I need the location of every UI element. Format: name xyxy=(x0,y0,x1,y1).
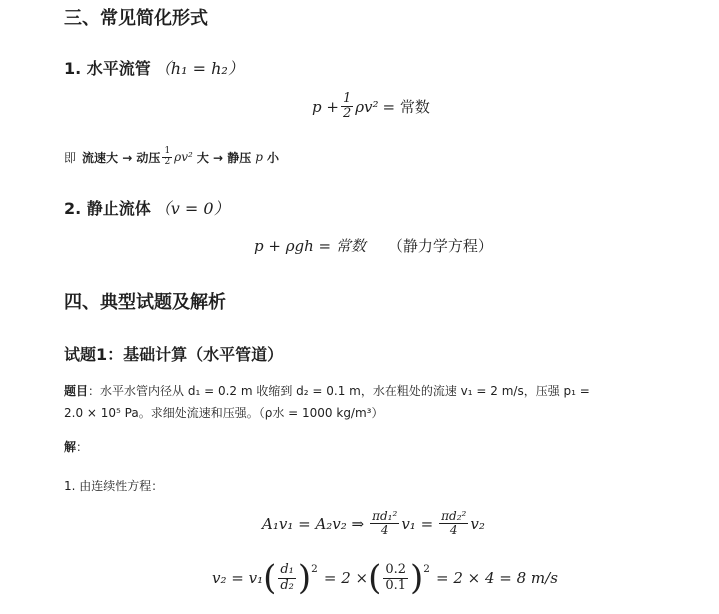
eq1-f2-den: 4 xyxy=(449,523,458,538)
subheading-condition: （h₁ = h₂） xyxy=(154,59,244,78)
eq2-f2-num: 0.2 xyxy=(385,562,407,578)
question-title: 试题1：基础计算（水平管道） xyxy=(64,345,284,364)
eq1-end: v₂ xyxy=(470,514,485,533)
note-bold-2: 大 → 静压 xyxy=(196,150,252,165)
fraction-denominator: 2 xyxy=(342,106,352,122)
note-bold-1: 流速大 → 动压 xyxy=(82,150,161,165)
note-prefix: 即 xyxy=(64,150,77,165)
subheading-static-fluid xyxy=(64,196,230,219)
problem-text-1: ：水平水管内径从 d₁ = 0.2 m 收缩到 d₂ = 0.1 m，水在粗处的流速 v₁ = 2 m/s，压强 p₁ = xyxy=(88,384,590,398)
eq2-mid: = 2 × xyxy=(323,569,369,587)
eq2-end: = 2 × 4 = 8 m/s xyxy=(435,569,558,587)
paren-open-2: ( xyxy=(368,558,382,598)
eq2-f2-den: 0.1 xyxy=(385,577,407,593)
eq2-fraction-1 xyxy=(278,563,296,593)
fraction-numerator: 1 xyxy=(342,91,352,106)
problem-statement xyxy=(64,380,664,424)
eq1-fraction-1 xyxy=(370,510,399,537)
problem-line-2: 2.0 × 10⁵ Pa。求细处流速和压强。（ρ水 = 1000 kg/m³） xyxy=(64,406,384,420)
eq2-square-1: 2 xyxy=(311,563,318,575)
equation-continuity xyxy=(262,510,485,537)
eq1-lhs: A₁v₁ = A₂v₂ ⇒ xyxy=(262,514,365,533)
paren-close-1: ) xyxy=(297,558,312,598)
eq1-f1-num: πd₁² xyxy=(372,509,398,523)
subheading-condition-2: （v = 0） xyxy=(154,199,230,218)
problem-line-1 xyxy=(64,380,664,402)
solution-colon: ： xyxy=(76,440,89,454)
eq1-mid: v₁ = xyxy=(401,514,434,533)
fraction-half xyxy=(341,92,353,122)
solution-step-1: 1. 由连续性方程： xyxy=(64,479,164,493)
eq1-f1-den: 4 xyxy=(380,523,389,538)
note-fraction-num: 1 xyxy=(164,146,171,156)
note-bold-3: 小 xyxy=(266,150,279,165)
eq2-square-2: 2 xyxy=(423,563,430,575)
paren-open-1: ( xyxy=(263,558,277,598)
formula-horizontal-bernoulli xyxy=(312,92,430,122)
eq2-f1-den: d₂ xyxy=(280,577,294,593)
subheading-horizontal-pipe xyxy=(64,56,244,79)
formula-rho-v2: ρv² xyxy=(355,97,379,116)
eq2-lhs: v₂ = v₁ xyxy=(212,569,264,587)
formula-hydrostatic-tag: （静力学方程） xyxy=(387,237,493,255)
section-heading-four: 四、典型试题及解析 xyxy=(64,292,226,313)
paren-close-2: ) xyxy=(410,558,424,598)
formula-hydrostatic-body: p + ρgh = 常数 xyxy=(254,237,366,255)
eq2-f1-num: d₁ xyxy=(280,562,294,578)
note-rho-v2: ρv² xyxy=(174,150,193,165)
subheading-label-2: 2. 静止流体 xyxy=(64,199,151,218)
eq1-f2-num: πd₂² xyxy=(441,509,467,523)
note-p: p xyxy=(255,150,263,165)
subheading-label: 1. 水平流管 xyxy=(64,59,151,78)
note-fraction xyxy=(162,147,172,168)
eq1-fraction-2 xyxy=(439,510,468,537)
solution-heading xyxy=(64,438,88,455)
problem-label: 题目 xyxy=(64,384,89,398)
solution-label: 解 xyxy=(64,440,77,454)
formula-lhs: p + xyxy=(312,97,339,116)
eq2-fraction-2 xyxy=(383,563,408,593)
section-heading-three: 三、常见简化形式 xyxy=(64,8,208,29)
note-fraction-den: 2 xyxy=(164,156,171,167)
formula-rhs: = 常数 xyxy=(382,98,430,117)
note-line xyxy=(64,147,279,168)
formula-hydrostatic xyxy=(254,235,493,256)
equation-velocity xyxy=(212,558,558,598)
